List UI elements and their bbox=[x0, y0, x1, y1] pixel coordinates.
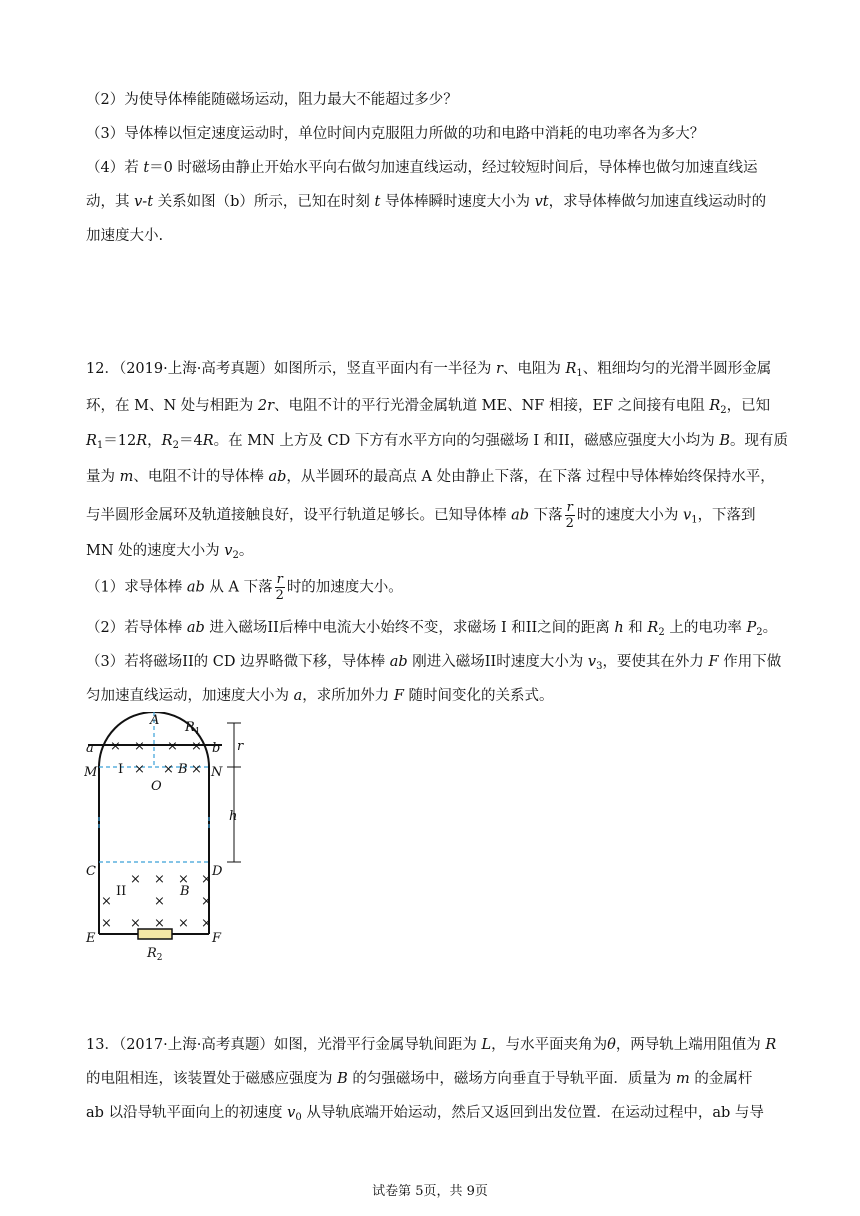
svg-text:×: × bbox=[163, 762, 174, 777]
q12-intro-line1: 12．（2019·上海·高考真题）如图所示，竖直平面内有一半径为 r、电阻为 $R_1$、粗细均匀的光滑半圆形金属 bbox=[86, 361, 772, 379]
fraction-r-over-2: $\frac{r}{2}$ bbox=[275, 572, 284, 603]
svg-text:×: × bbox=[178, 872, 189, 887]
label-C: C bbox=[86, 864, 96, 879]
label-F: F bbox=[212, 931, 222, 946]
q13-line3: ab 以沿导轨平面向上的初速度 $v_0$ 从导轨底端开始运动，然后又返回到出发位置．在运动过程中，ab 与导 bbox=[86, 1105, 764, 1123]
q13-line1: 13．（2017·上海·高考真题）如图，光滑平行金属导轨间距为 L，与水平面夹角为θ，两导轨上端用阻值为 R bbox=[86, 1037, 777, 1053]
svg-text:×: × bbox=[191, 762, 202, 777]
page-footer: 试卷第 5页，共 9页 bbox=[372, 1184, 488, 1199]
label-E: E bbox=[86, 931, 96, 946]
label-r: r bbox=[237, 739, 244, 754]
q12-sub2: （2）若导体棒 ab 进入磁场II后棒中电流大小始终不变，求磁场 I 和II之间的距离 h 和 $R_2$ 上的电功率 $P_2$。 bbox=[86, 620, 778, 638]
label-N: N bbox=[211, 765, 223, 780]
label-R1: $R_1$ bbox=[185, 720, 201, 737]
label-D: D bbox=[212, 864, 223, 879]
svg-text:×: × bbox=[101, 916, 112, 931]
q11-part4-line2: 动，其 v-t 关系如图（b）所示，已知在时刻 t 导体棒瞬时速度大小为 vt，求导体棒做匀加速直线运动时的 bbox=[86, 194, 767, 210]
svg-text:×: × bbox=[154, 916, 165, 931]
label-A: A bbox=[150, 713, 160, 728]
q12-sub3-line2: 匀加速直线运动，加速度大小为 a，求所加外力 F 随时间变化的关系式。 bbox=[86, 688, 554, 704]
label-R2: $R_2$ bbox=[147, 946, 163, 962]
circuit-diagram bbox=[84, 712, 254, 962]
label-O: O bbox=[151, 779, 162, 794]
label-B-bottom: B bbox=[180, 884, 190, 899]
svg-text:×: × bbox=[134, 739, 145, 754]
svg-text:×: × bbox=[110, 739, 121, 754]
svg-text:×: × bbox=[191, 739, 202, 754]
label-b: b bbox=[212, 741, 221, 756]
label-region-II: II bbox=[116, 884, 127, 899]
q12-intro-line5: 与半圆形金属环及轨道接触良好，设平行轨道足够长。已知导体棒 ab 下落 $\frac{r}{2}$ 时的速度大小为 $v_1$，下落到 bbox=[86, 500, 756, 531]
svg-text:×: × bbox=[101, 894, 112, 909]
label-h: h bbox=[229, 809, 238, 824]
svg-text:×: × bbox=[201, 872, 212, 887]
svg-text:×: × bbox=[130, 916, 141, 931]
q12-sub1: （1）求导体棒 ab 从 A 下落 $\frac{r}{2}$ 时的加速度大小。 bbox=[86, 572, 403, 603]
q11-part3: （3）导体棒以恒定速度运动时，单位时间内克服阻力所做的功和电路中消耗的电功率各为多大？ bbox=[86, 126, 705, 142]
svg-text:×: × bbox=[167, 739, 178, 754]
fraction-r-over-2: $\frac{r}{2}$ bbox=[565, 500, 574, 531]
svg-text:×: × bbox=[201, 894, 212, 909]
q13-line2: 的电阻相连，该装置处于磁感应强度为 B 的匀强磁场中，磁场方向垂直于导轨平面．质量为 m 的金属杆 bbox=[86, 1071, 753, 1087]
q12-intro-line4: 量为 m、电阻不计的导体棒 ab，从半圆环的最高点 A 处由静止下落，在下落 过程中导体棒始终保持水平， bbox=[86, 469, 775, 485]
q11-part2: （2）为使导体棒能随磁场运动，阻力最大不能超过多少？ bbox=[86, 92, 458, 108]
label-region-I: I bbox=[118, 762, 124, 777]
svg-text:×: × bbox=[134, 762, 145, 777]
label-M: M bbox=[84, 765, 98, 780]
label-a: a bbox=[86, 741, 94, 756]
svg-text:×: × bbox=[130, 872, 141, 887]
label-B-top: B bbox=[178, 762, 188, 777]
q12-intro-line3: $R_1=12R$，$R_2=4R$。在 MN 上方及 CD 下方有水平方向的匀强磁场 I 和II，磁感应强度大小均为 B。现有质 bbox=[86, 433, 788, 451]
svg-text:×: × bbox=[154, 872, 165, 887]
svg-text:×: × bbox=[201, 916, 212, 931]
q12-intro-line2: 环，在 M、N 处与相距为 2r、电阻不计的平行光滑金属轨道 ME、NF 相接，EF 之间接有电阻 $R_2$，已知 bbox=[86, 398, 771, 416]
q11-part4-line3: 加速度大小. bbox=[86, 228, 164, 244]
svg-text:×: × bbox=[154, 894, 165, 909]
q11-part4-line1: （4）若 t＝0 时磁场由静止开始水平向右做匀加速直线运动，经过较短时间后，导体棒也做匀加速直线运 bbox=[86, 160, 758, 176]
field-II-crosses bbox=[101, 872, 212, 931]
q12-sub3-line1: （3）若将磁场II的 CD 边界略微下移，导体棒 ab 刚进入磁场II时速度大小为 $v_3$，要使其在外力 F 作用下做 bbox=[86, 654, 782, 672]
svg-text:×: × bbox=[178, 916, 189, 931]
q12-intro-line6: MN 处的速度大小为 $v_2$。 bbox=[86, 543, 254, 561]
